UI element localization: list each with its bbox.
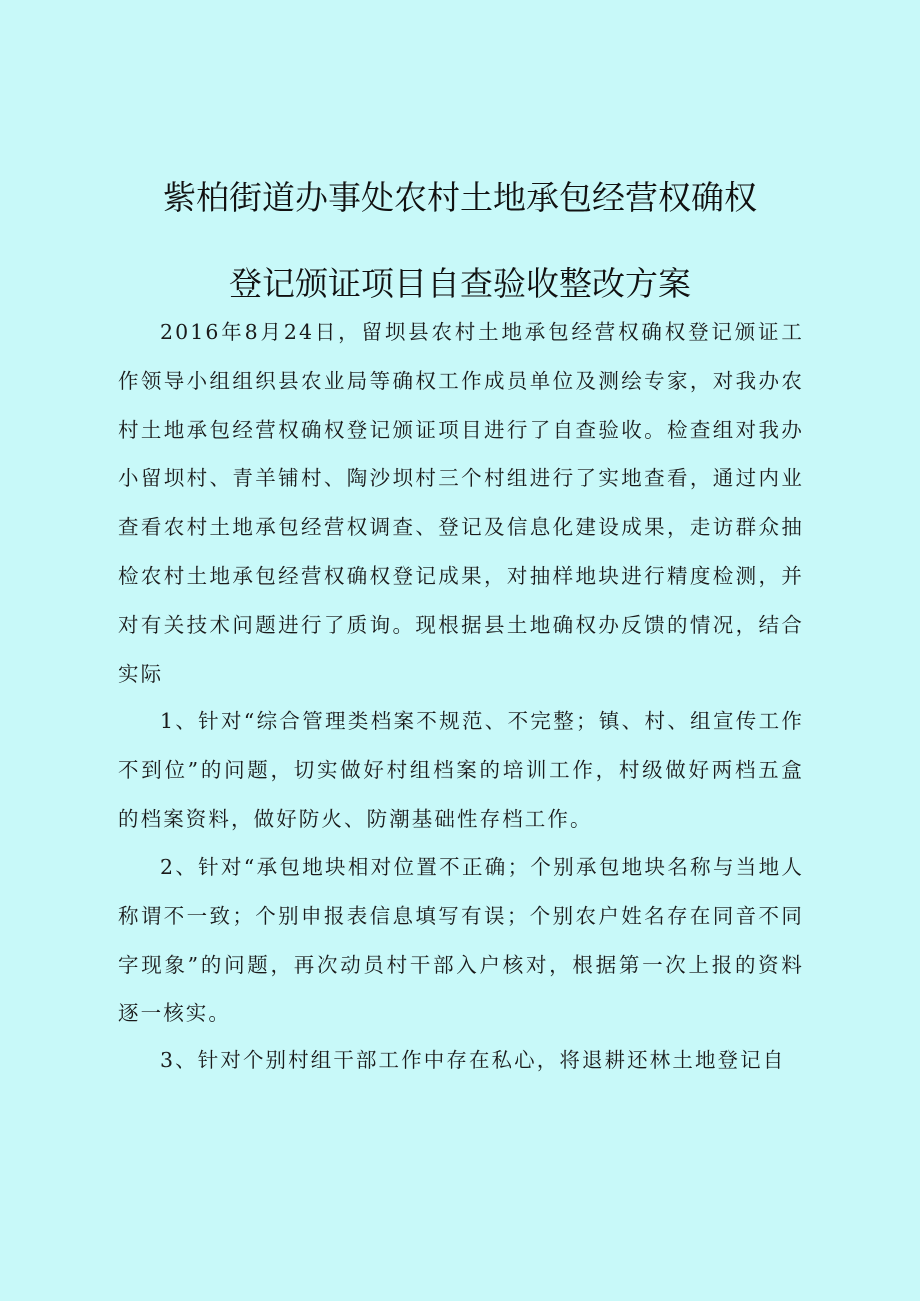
item-1-paragraph: 1、针对“综合管理类档案不规范、不完整；镇、村、组宣传工作不到位”的问题，切实做好村组档案的培训工作，村级做好两档五盒的档案资料，做好防火、防潮基础性存档工作。 — [118, 709, 804, 831]
intro-paragraph: 2016年8月24日，留坝县农村土地承包经营权确权登记颁证工作领导小组组织县农业局等确权工作成员单位及测绘专家，对我办农村土地承包经营权确权登记颁证项目进行了自查验收。检查组对我办小留坝村、青羊铺村、陶沙坝村三个村组进行了实地查看，通过内业查看农村土地承包经营权调查、登记及信息化建设成果，走访群众抽检农村土地承包经营权确权登记成果，对抽样地块进行精度检测，并对有关技术问题进行了质询。现根据县土地确权办反馈的情况，结合实际 — [118, 320, 804, 686]
item-3-block — [118, 1036, 804, 1085]
item-2-block — [118, 843, 804, 1038]
item-2-paragraph: 2、针对“承包地块相对位置不正确；个别承包地块名称与当地人称谓不一致；个别申报表信息填写有误；个别农户姓名存在同音不同字现象”的问题，再次动员村干部入户核对，根据第一次上报的资料逐一核实。 — [118, 855, 804, 1026]
item-3-paragraph: 3、针对个别村组干部工作中存在私心，将退耕还林土地登记自 — [160, 1048, 786, 1072]
intro-paragraph-block — [118, 308, 804, 698]
document-title-line1: 紫柏街道办事处农村土地承包经营权确权 — [163, 178, 757, 217]
document-title-line2: 登记颁证项目自查验收整改方案 — [229, 264, 691, 303]
item-1-block — [118, 697, 804, 843]
